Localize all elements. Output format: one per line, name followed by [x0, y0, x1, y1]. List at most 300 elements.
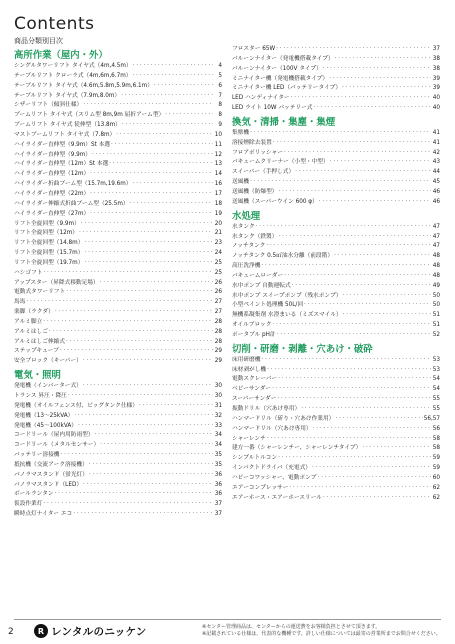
dot-leader [66, 288, 213, 298]
contents-entry [14, 170, 222, 180]
dot-leader [278, 233, 431, 243]
contents-entry [232, 149, 440, 159]
entry-page-number: 34 [214, 442, 222, 449]
contents-entry [14, 239, 222, 249]
entry-page-number: 8 [218, 102, 222, 109]
contents-entry [232, 415, 440, 425]
entry-label: 発電機（13～25kVA） [14, 412, 74, 419]
footer-note-1: ※センター管理商品は、センターからの運送費をお客様負担とさせて頂きます。 [202, 624, 381, 630]
dot-leader [304, 301, 431, 311]
entry-page-number: 27 [214, 299, 222, 306]
entry-label: 電動スクレーパー [232, 376, 278, 383]
entry-page-number: 36 [214, 491, 222, 498]
entry-label: ハイライダー折曲ブーム型（15.7m,19.6m） [14, 181, 132, 188]
entry-label: コードリール（メタルセンサー） [14, 442, 100, 449]
dot-leader [90, 170, 213, 180]
entry-page-number: 31 [214, 402, 222, 409]
contents-entry [232, 494, 440, 504]
dot-leader [334, 252, 431, 262]
contents-entry [232, 474, 440, 484]
dot-leader [342, 84, 431, 94]
dot-leader [68, 392, 213, 402]
entry-label: ノッチタンク [232, 243, 266, 250]
entry-label: ハイライダー直伸型（12m） [14, 171, 90, 178]
dot-leader [95, 431, 213, 441]
entry-page-number: 27 [214, 309, 222, 316]
dot-leader [81, 220, 213, 230]
entry-label: 発電機（45～100kVA） [14, 422, 77, 429]
entry-label: 馬馬 [14, 299, 26, 306]
entry-page-number: 10 [214, 131, 222, 138]
entry-page-number: 33 [214, 422, 222, 429]
entry-label: エアーホース・エアーホースリール [232, 494, 322, 501]
entry-page-number: 7 [218, 92, 222, 99]
entry-label: テーブルリフト クローラ式（4m,6m,6.7m） [14, 72, 132, 79]
entry-page-number: 5 [218, 72, 222, 79]
entry-page-number: 51 [432, 322, 440, 329]
entry-label: ハイライダー直伸型（9.9m）St 本選 [14, 141, 110, 148]
entry-label: シザーリフト（傾斜仕様） [14, 102, 83, 109]
entry-page-number: 37 [432, 46, 440, 52]
entry-page-number: 17 [214, 190, 222, 197]
contents-entry [232, 454, 440, 464]
entry-label: ハシゴフト [14, 269, 43, 276]
dot-leader [292, 282, 431, 292]
dot-leader [55, 308, 213, 318]
contents-entry [232, 45, 440, 55]
entry-label: 送風機 [232, 179, 250, 186]
contents-entry [232, 321, 440, 331]
dot-leader [49, 328, 213, 338]
entry-page-number: 59 [432, 465, 440, 472]
entry-label: 建方一番（シャーレンチー、シャーレンチタイプ） [232, 445, 362, 452]
dot-leader [277, 395, 431, 405]
entry-label: アルミはしご伸縮式 [14, 338, 65, 345]
dot-leader [335, 55, 431, 65]
entry-page-number: 52 [432, 331, 440, 338]
entry-page-number: 16 [214, 181, 222, 188]
dot-leader [278, 454, 431, 464]
entry-page-number: 21 [214, 230, 222, 237]
entry-label: 床材剥がし機 [232, 366, 267, 373]
entry-page-number: 18 [214, 200, 222, 207]
entry-label: 水タンク [232, 223, 255, 230]
contents-entry [14, 210, 222, 220]
entry-page-number: 47 [432, 223, 440, 230]
entry-label: コードリール（屋内用防雨型） [14, 432, 94, 439]
page-number: 2 [8, 627, 14, 637]
contents-entry [14, 190, 222, 200]
dot-leader [90, 190, 213, 200]
entry-page-number: 54 [432, 376, 440, 383]
dot-leader [66, 338, 213, 348]
entry-page-number: 42 [432, 149, 440, 156]
dot-leader [261, 262, 431, 272]
entry-page-number: 36 [214, 481, 222, 488]
entry-label: ハンマードリル（穴あけ専用） [232, 425, 312, 432]
entry-label: 送風機（防爆型） [232, 188, 278, 195]
entry-label: アルミ脚立 [14, 318, 43, 325]
contents-entry [14, 451, 222, 461]
contents-entry [232, 385, 440, 395]
entry-label: ハピーコワッシャー、電動ポンプ [232, 474, 317, 481]
entry-label: LED ライト 10W バッテリー式 [232, 105, 313, 112]
dot-leader [83, 382, 213, 392]
dot-leader [121, 92, 213, 102]
entry-label: トランス 昇圧・降圧 [14, 393, 67, 399]
contents-entry [14, 259, 222, 269]
entry-page-number: 39 [432, 75, 440, 82]
contents-entry [14, 200, 222, 210]
entry-page-number: 35 [214, 452, 222, 459]
dot-leader [111, 141, 213, 151]
entry-page-number: 47 [432, 233, 440, 240]
entry-label: LED ハンディナイター [232, 95, 290, 102]
entry-page-number: 44 [432, 169, 440, 176]
section-heading: 水処理 [232, 210, 261, 222]
entry-page-number: 26 [214, 279, 222, 286]
contents-entry [14, 229, 222, 239]
dot-leader [362, 444, 431, 454]
contents-entry [14, 101, 222, 111]
dot-leader [89, 461, 213, 471]
entry-label: ミニナイター機（発電機搭載タイプ） [232, 75, 329, 82]
entry-label: シャーレンチ [232, 435, 266, 442]
entry-label: リフト全旋回型（14.8m） [14, 240, 84, 247]
entry-page-number: 58 [432, 435, 440, 442]
entry-label: 発電機（オイルフェンス付、ビッグタンク仕様） [14, 402, 138, 409]
contents-entry [14, 131, 222, 141]
contents-entry [232, 292, 440, 302]
entry-page-number: 9 [218, 122, 222, 129]
entry-page-number: 48 [432, 272, 440, 279]
contents-entry [14, 471, 222, 481]
entry-page-number: 60 [432, 474, 440, 481]
entry-page-number: 13 [214, 161, 222, 168]
dot-leader [83, 101, 213, 111]
entry-label: シングルタワーリフト タイヤ式（4m,4.5m） [14, 63, 132, 69]
entry-label: ハイライダー直伸型（22m） [14, 190, 90, 197]
entry-page-number: 38 [432, 65, 440, 72]
page-subtitle: 商品分類別目次 [14, 37, 63, 45]
entry-page-number: 62 [432, 484, 440, 491]
dot-leader [330, 158, 431, 168]
contents-entry [232, 484, 440, 494]
entry-page-number: 53 [432, 356, 440, 363]
dot-leader [84, 259, 213, 269]
entry-label: 瞬時点灯ナイター エコ [14, 511, 73, 518]
contents-entry [14, 402, 222, 412]
logo-mark-icon: R [34, 624, 48, 638]
entry-label: バキュームクリーナー（小型・中型） [232, 159, 329, 166]
contents-entry [232, 168, 440, 178]
entry-page-number: 30 [214, 393, 222, 399]
dot-leader [276, 45, 431, 55]
entry-page-number: 46 [432, 198, 440, 205]
dot-leader [154, 82, 213, 92]
entry-page-number: 48 [432, 253, 440, 260]
dot-leader [343, 292, 431, 302]
contents-entry [14, 338, 222, 348]
contents-entry [14, 121, 222, 131]
contents-entry [232, 242, 440, 252]
entry-page-number: 49 [432, 282, 440, 289]
entry-page-number: 39 [432, 85, 440, 92]
entry-label: 小型ペイント処理機 50L/回 [232, 302, 304, 309]
contents-entry [14, 279, 222, 289]
contents-entry [14, 298, 222, 308]
contents-entry [14, 111, 222, 121]
contents-entry [14, 392, 222, 402]
dot-leader [317, 474, 431, 484]
entry-page-number: 4 [218, 63, 222, 69]
dot-leader [272, 321, 431, 331]
entry-label: 楽脚（ラクダ） [14, 309, 54, 316]
entry-label: 安全ブロック（キーパー） [14, 358, 82, 365]
dot-leader [272, 385, 431, 395]
entry-label: 抵抗機（交流アーク溶接機） [14, 461, 88, 468]
entry-page-number: 56,57 [423, 415, 440, 422]
entry-page-number: 6 [218, 82, 222, 89]
footer-divider [14, 619, 441, 620]
entry-page-number: 48 [432, 263, 440, 270]
entry-page-number: 47 [432, 243, 440, 250]
contents-column-right [232, 45, 440, 503]
entry-page-number: 50 [432, 302, 440, 309]
contents-entry [232, 425, 440, 435]
entry-label: 水中ポンプ 自動運転式 [232, 282, 291, 289]
company-logo [34, 623, 147, 639]
dot-leader [267, 366, 431, 376]
dot-leader [133, 62, 213, 72]
dot-leader [323, 65, 431, 75]
dot-leader [122, 121, 213, 131]
contents-entry [14, 160, 222, 170]
entry-label: リフト全旋回型（12m） [14, 230, 78, 237]
dot-leader [43, 500, 213, 510]
entry-label: ハイライダー直伸型（9.9m） [14, 151, 91, 158]
contents-entry [232, 405, 440, 415]
entry-page-number: 19 [214, 210, 222, 217]
dot-leader [84, 249, 213, 259]
contents-entry [232, 188, 440, 198]
dot-leader [83, 481, 213, 491]
entry-label: バルーンナイター（発電機搭載タイプ） [232, 55, 334, 62]
section-heading: 切削・研磨・剥離・穴あけ・破砕 [232, 343, 373, 355]
contents-entry [14, 82, 222, 92]
dot-leader [89, 471, 213, 481]
entry-page-number: 55 [432, 396, 440, 403]
dot-leader [60, 347, 213, 357]
dot-leader [100, 279, 213, 289]
contents-entry [14, 490, 222, 500]
dot-leader [139, 402, 213, 412]
entry-label: ベビーサンダー [232, 386, 272, 393]
entry-label: リフト全旋回型（9.9m） [14, 220, 80, 227]
entry-page-number: 24 [214, 250, 222, 257]
dot-leader [26, 298, 213, 308]
section-heading: 電気・照明 [14, 370, 61, 382]
contents-entry [14, 422, 222, 432]
dot-leader [319, 198, 431, 208]
dot-leader [301, 405, 431, 415]
contents-entry [14, 347, 222, 357]
entry-page-number: 35 [214, 461, 222, 468]
dot-leader [130, 200, 213, 210]
contents-entry [232, 233, 440, 243]
entry-label: リフト全旋回型（15.7m） [14, 250, 84, 257]
entry-label: 電動式タワーリフト [14, 289, 66, 296]
entry-page-number: 30 [214, 383, 222, 390]
entry-page-number: 55 [432, 406, 440, 412]
entry-page-number: 54 [432, 386, 440, 393]
entry-label: 発電機（インバーター式） [14, 383, 82, 390]
entry-label: スーパーサンダー [232, 396, 277, 403]
contents-entry [232, 464, 440, 474]
dot-leader [323, 494, 431, 504]
entry-page-number: 62 [432, 494, 440, 501]
contents-entry [14, 500, 222, 510]
entry-label: フロスター 65W [232, 46, 276, 52]
entry-page-number: 53 [432, 366, 440, 373]
dot-leader [313, 425, 431, 435]
entry-label: 水中ポンプ スイープポンプ（残水ポンプ） [232, 292, 342, 299]
dot-leader [61, 451, 214, 461]
entry-page-number: 32 [214, 412, 222, 419]
entry-label: ノッチタンク 0.5㎥油水分離（前段階） [232, 253, 334, 260]
contents-entry [14, 92, 222, 102]
dot-leader [132, 72, 213, 82]
contents-entry [232, 84, 440, 94]
page-title: Contents [14, 14, 95, 34]
contents-entry [14, 510, 222, 520]
contents-entry [14, 72, 222, 82]
entry-label: オイルブロック [232, 322, 272, 329]
contents-entry [232, 272, 440, 282]
dot-leader [278, 375, 431, 385]
entry-page-number: 41 [432, 139, 440, 146]
entry-page-number: 50 [432, 292, 440, 299]
dot-leader [291, 94, 431, 104]
dot-leader [266, 242, 431, 252]
entry-page-number: 51 [432, 312, 440, 319]
entry-label: 仮設作業灯 [14, 501, 43, 508]
contents-entry [14, 288, 222, 298]
dot-leader [83, 357, 213, 367]
entry-label: ハイライダー伸縮式折曲ブーム型（25.5m） [14, 200, 129, 207]
dot-leader [289, 484, 431, 494]
contents-entry [14, 357, 222, 367]
entry-page-number: 25 [214, 269, 222, 276]
entry-label: ミニナイター機 LED（バッテリータイプ） [232, 85, 342, 92]
dot-leader [109, 160, 213, 170]
dot-leader [295, 168, 431, 178]
contents-entry [232, 444, 440, 454]
entry-label: テーブルリフト タイヤ式（7.9m,8.0m） [14, 92, 121, 99]
entry-label: バノラマスタンド（LED） [14, 481, 83, 488]
entry-label: シンプルトルコン [232, 455, 278, 462]
contents-entry [14, 220, 222, 230]
dot-leader [250, 129, 431, 139]
dot-leader [312, 464, 431, 474]
entry-label: エアーコンプレッサー [232, 484, 289, 491]
contents-column-left [14, 50, 222, 520]
contents-entry [232, 198, 440, 208]
footer-notes [202, 624, 441, 638]
contents-entry [14, 62, 222, 72]
dot-leader [43, 269, 213, 279]
contents-entry [14, 308, 222, 318]
entry-page-number: 28 [214, 338, 222, 345]
contents-entry [14, 269, 222, 279]
contents-entry [232, 178, 440, 188]
dot-leader [78, 422, 213, 432]
contents-entry [232, 139, 440, 149]
dot-leader [335, 415, 422, 425]
entry-page-number: 8 [218, 112, 222, 119]
contents-entry [232, 301, 440, 311]
contents-entry [14, 141, 222, 151]
entry-page-number: 36 [214, 471, 222, 478]
contents-entry [14, 412, 222, 422]
contents-entry [232, 94, 440, 104]
contents-entry [232, 375, 440, 385]
entry-page-number: 26 [214, 289, 222, 296]
entry-page-number: 40 [432, 105, 440, 112]
entry-page-number: 34 [214, 432, 222, 439]
dot-leader [92, 151, 213, 161]
entry-label: 床用研磨機 [232, 356, 261, 363]
entry-label: 振動ドリル（穴あけ専用） [232, 406, 301, 412]
contents-entry [14, 249, 222, 259]
contents-entry [14, 151, 222, 161]
entry-label: フロアポリッシャー [232, 149, 283, 156]
entry-label: マストブームリフト タイヤ式（7.8m） [14, 131, 116, 138]
entry-page-number: 43 [432, 159, 440, 166]
dot-leader [133, 180, 214, 190]
entry-label: 水タンク（鉄製） [232, 233, 278, 240]
entry-page-number: 11 [214, 141, 222, 148]
contents-entry [14, 431, 222, 441]
entry-page-number: 58 [432, 445, 440, 452]
entry-label: アップスター（昇降式移動足場） [14, 279, 99, 286]
dot-leader [284, 272, 431, 282]
contents-entry [232, 331, 440, 341]
dot-leader [43, 318, 213, 328]
entry-page-number: 23 [214, 240, 222, 247]
entry-page-number: 41 [432, 129, 440, 136]
contents-entry [232, 129, 440, 139]
entry-label: バノラマスタンド（蛍光灯） [14, 471, 88, 478]
dot-leader [256, 223, 431, 233]
entry-page-number: 40 [432, 95, 440, 102]
entry-label: リフト全旋回型（19.7m） [14, 259, 84, 266]
entry-label: ハイライダー直伸型（12m）St 本選 [14, 161, 109, 168]
entry-label: 溶接煙除去装置 [232, 139, 272, 146]
dot-leader [267, 435, 431, 445]
contents-entry [232, 282, 440, 292]
entry-label: バルーンナイター（100V タイプ） [232, 65, 322, 72]
entry-page-number: 46 [432, 188, 440, 195]
entry-label: ステップキューブ [14, 348, 59, 355]
entry-label: スイーパー（手押し式） [232, 169, 295, 176]
contents-entry [232, 252, 440, 262]
contents-entry [14, 441, 222, 451]
entry-label: バッテリー溶接機 [14, 452, 60, 459]
dot-leader [54, 490, 213, 500]
contents-entry [232, 435, 440, 445]
entry-page-number: 29 [214, 358, 222, 365]
